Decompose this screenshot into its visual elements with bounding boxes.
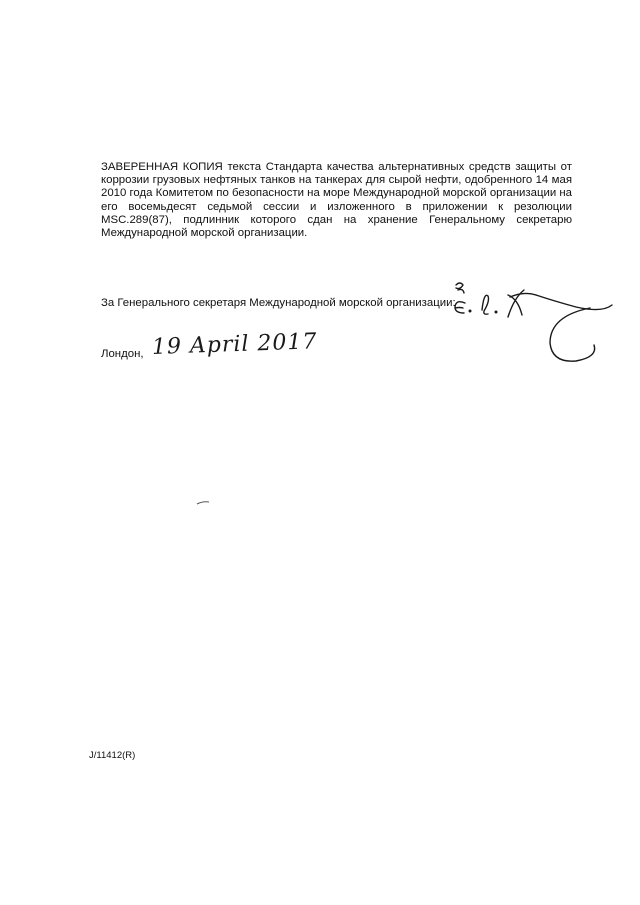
handwritten-date: 19 April 2017 [151, 329, 318, 360]
signature-label: За Генерального секретаря Международной морской организации: [101, 297, 456, 309]
handwritten-signature-icon [440, 275, 615, 365]
stray-mark-icon [196, 500, 210, 506]
certification-paragraph: ЗАВЕРЕННАЯ КОПИЯ текста Стандарта качества альтернативных средств защиты от коррозии грузовых нефтяных танков на танкерах для сырой нефти, одобренного 14 мая 2010 года Комитетом по безопасности на море Международной морской организации на его восемьдесят седьмой сессии и изложенного в приложении к резолюции MSC.289(87), подлинник которого сдан на хранение Генеральному секретарю Международной морской организации. [101, 161, 572, 240]
place-label: Лондон, [101, 348, 144, 360]
document-reference-code: J/11412(R) [89, 750, 136, 761]
